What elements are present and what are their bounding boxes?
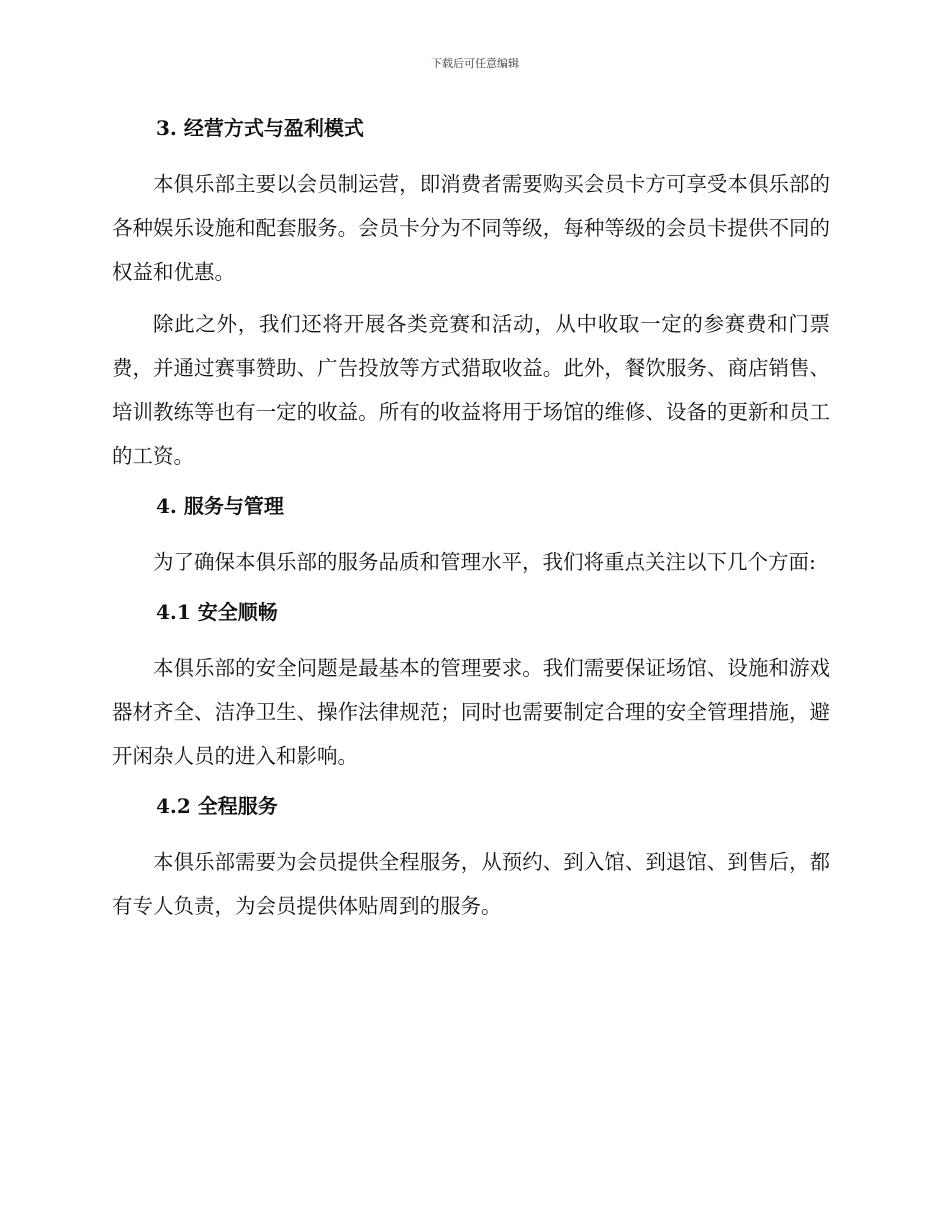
section-heading-4-1: 4.1 安全顺畅 (156, 600, 278, 624)
paragraph-service-intro: 为了确保本俱乐部的服务品质和管理水平，我们将重点关注以下几个方面: (153, 550, 816, 574)
section-heading-4-2: 4.2 全程服务 (156, 794, 278, 818)
section-heading-4: 4. 服务与管理 (156, 494, 284, 518)
paragraph-full-service: 本俱乐部需要为会员提供全程服务，从预约、到入馆、到退馆、到售后，都有专人负责，为会员提供体贴周到的服务。 (112, 850, 830, 918)
paragraph-safety: 本俱乐部的安全问题是最基本的管理要求。我们需要保证场馆、设施和游戏器材齐全、洁净卫生、操作法律规范；同时也需要制定合理的安全管理措施，避开闲杂人员的进入和影响。 (112, 656, 830, 768)
paragraph-revenue: 除此之外，我们还将开展各类竞赛和活动，从中收取一定的参赛费和门票费，并通过赛事赞助、广告投放等方式猎取收益。此外，餐饮服务、商店销售、培训教练等也有一定的收益。所有的收益将用于场馆的维修、设备的更新和员工的工资。 (112, 312, 830, 468)
page-header: 下载后可任意编辑 (431, 57, 519, 70)
paragraph-membership: 本俱乐部主要以会员制运营，即消费者需要购买会员卡方可享受本俱乐部的各种娱乐设施和配套服务。会员卡分为不同等级，每种等级的会员卡提供不同的权益和优惠。 (112, 172, 830, 284)
section-heading-3: 3. 经营方式与盈利模式 (156, 116, 364, 140)
document-body (112, 110, 830, 928)
